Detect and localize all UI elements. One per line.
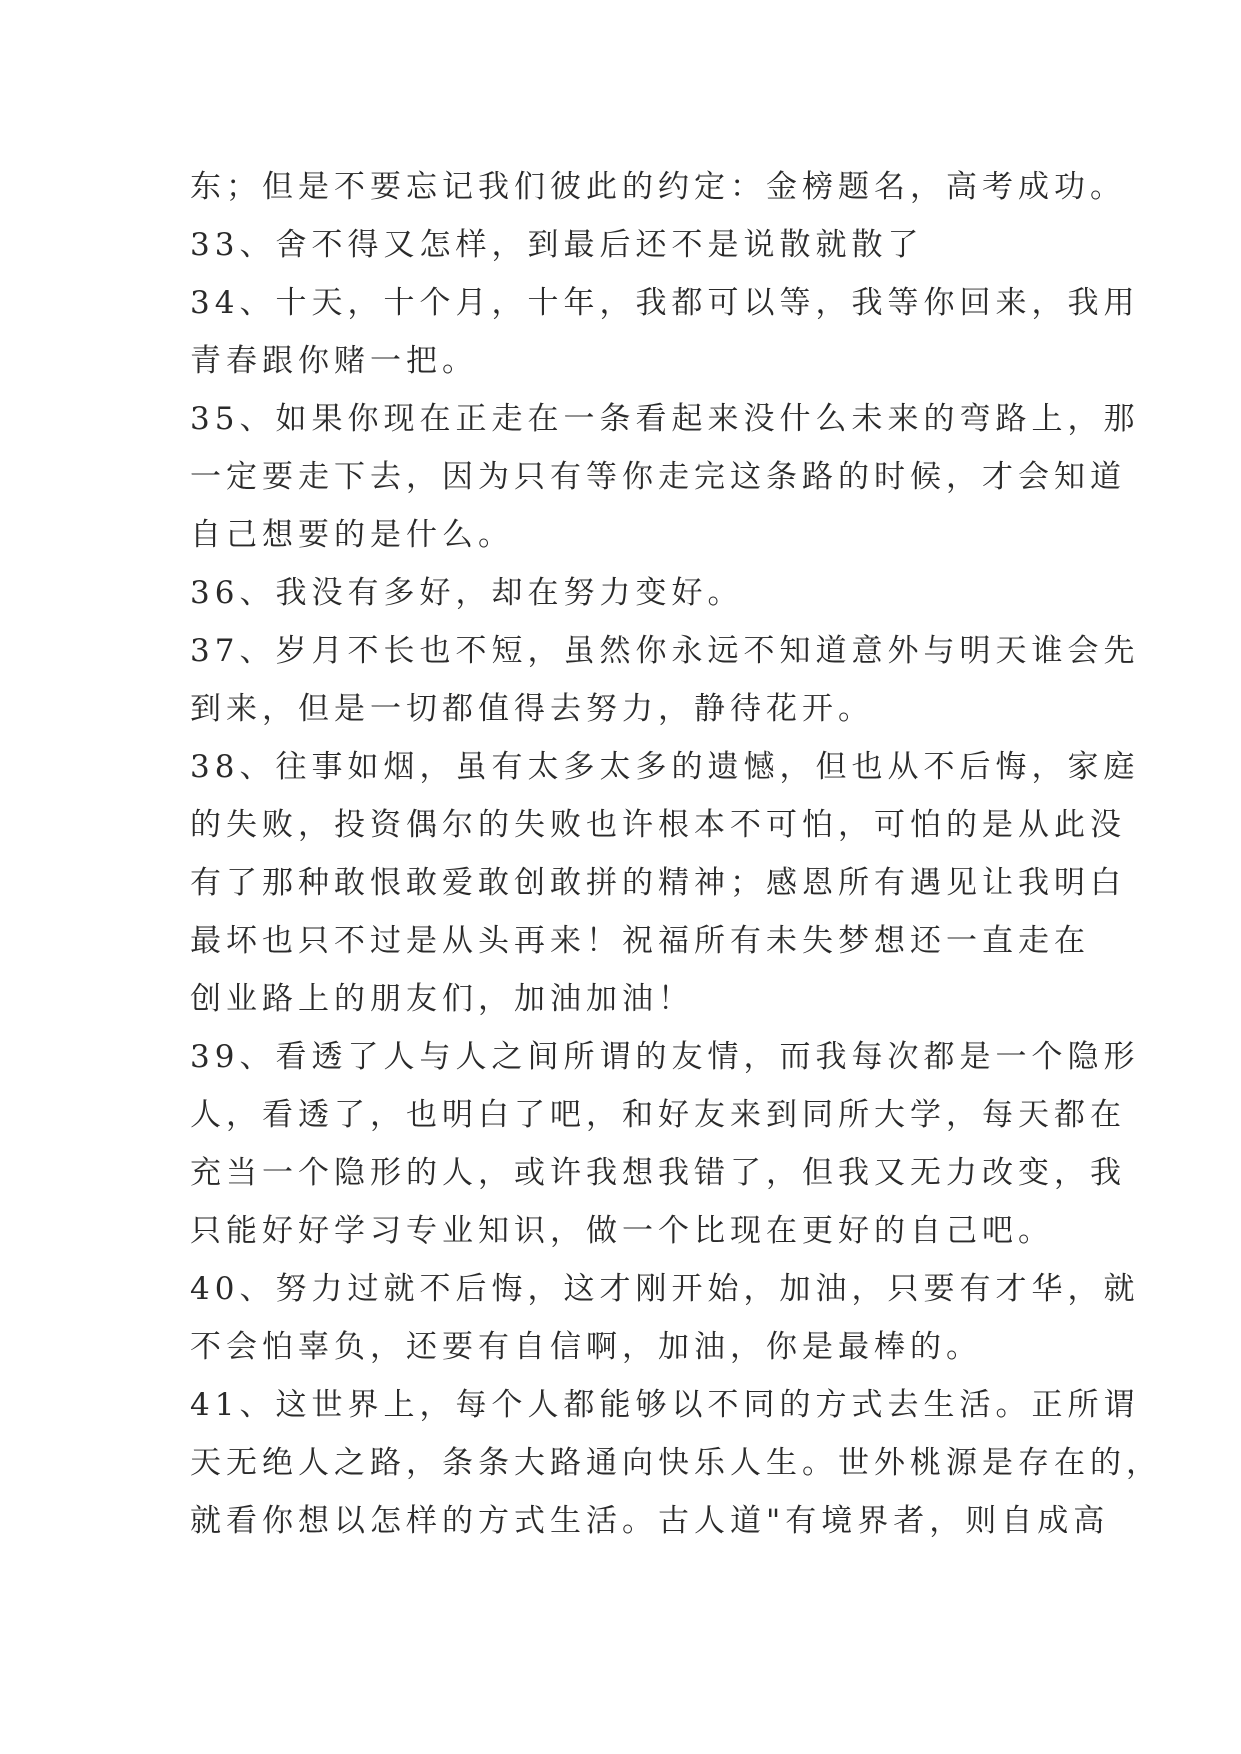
text-line: 充当一个隐形的人，或许我想我错了，但我又无力改变，我 [190, 1155, 1126, 1191]
text-line: 就看你想以怎样的方式生活。古人道"有境界者，则自成高 [190, 1503, 1110, 1539]
text-line: 青春跟你赌一把。 [190, 343, 478, 379]
text-line: 创业路上的朋友们，加油加油！ [190, 981, 694, 1017]
text-line: 天无绝人之路，条条大路通向快乐人生。世外桃源是存在的， [190, 1445, 1162, 1481]
text-line: 35、如果你现在正走在一条看起来没什么未来的弯路上，那 [190, 401, 1140, 437]
text-line: 一定要走下去，因为只有等你走完这条路的时候，才会知道 [190, 459, 1126, 495]
text-line: 39、看透了人与人之间所谓的友情，而我每次都是一个隐形 [190, 1039, 1140, 1075]
text-line: 到来，但是一切都值得去努力，静待花开。 [190, 691, 874, 727]
text-line: 37、岁月不长也不短，虽然你永远不知道意外与明天谁会先 [190, 633, 1140, 669]
text-line: 34、十天，十个月，十年，我都可以等，我等你回来，我用 [190, 285, 1140, 321]
text-line: 最坏也只不过是从头再来！祝福所有未失梦想还一直走在 [190, 923, 1090, 959]
text-line: 33、舍不得又怎样，到最后还不是说散就散了 [190, 227, 924, 263]
text-line: 40、努力过就不后悔，这才刚开始，加油，只要有才华，就 [190, 1271, 1140, 1307]
text-line: 的失败，投资偶尔的失败也许根本不可怕，可怕的是从此没 [190, 807, 1126, 843]
text-line: 41、这世界上，每个人都能够以不同的方式去生活。正所谓 [190, 1387, 1140, 1423]
document-body [190, 158, 1190, 1550]
text-line: 人，看透了，也明白了吧，和好友来到同所大学，每天都在 [190, 1097, 1126, 1133]
text-line: 38、往事如烟，虽有太多太多的遗憾，但也从不后悔，家庭 [190, 749, 1140, 785]
text-line: 有了那种敢恨敢爱敢创敢拼的精神；感恩所有遇见让我明白 [190, 865, 1126, 901]
text-line: 只能好好学习专业知识，做一个比现在更好的自己吧。 [190, 1213, 1054, 1249]
text-line: 36、我没有多好，却在努力变好。 [190, 575, 744, 611]
text-line: 自己想要的是什么。 [190, 517, 514, 553]
text-line: 东；但是不要忘记我们彼此的约定：金榜题名，高考成功。 [190, 169, 1126, 205]
text-line: 不会怕辜负，还要有自信啊，加油，你是最棒的。 [190, 1329, 982, 1365]
